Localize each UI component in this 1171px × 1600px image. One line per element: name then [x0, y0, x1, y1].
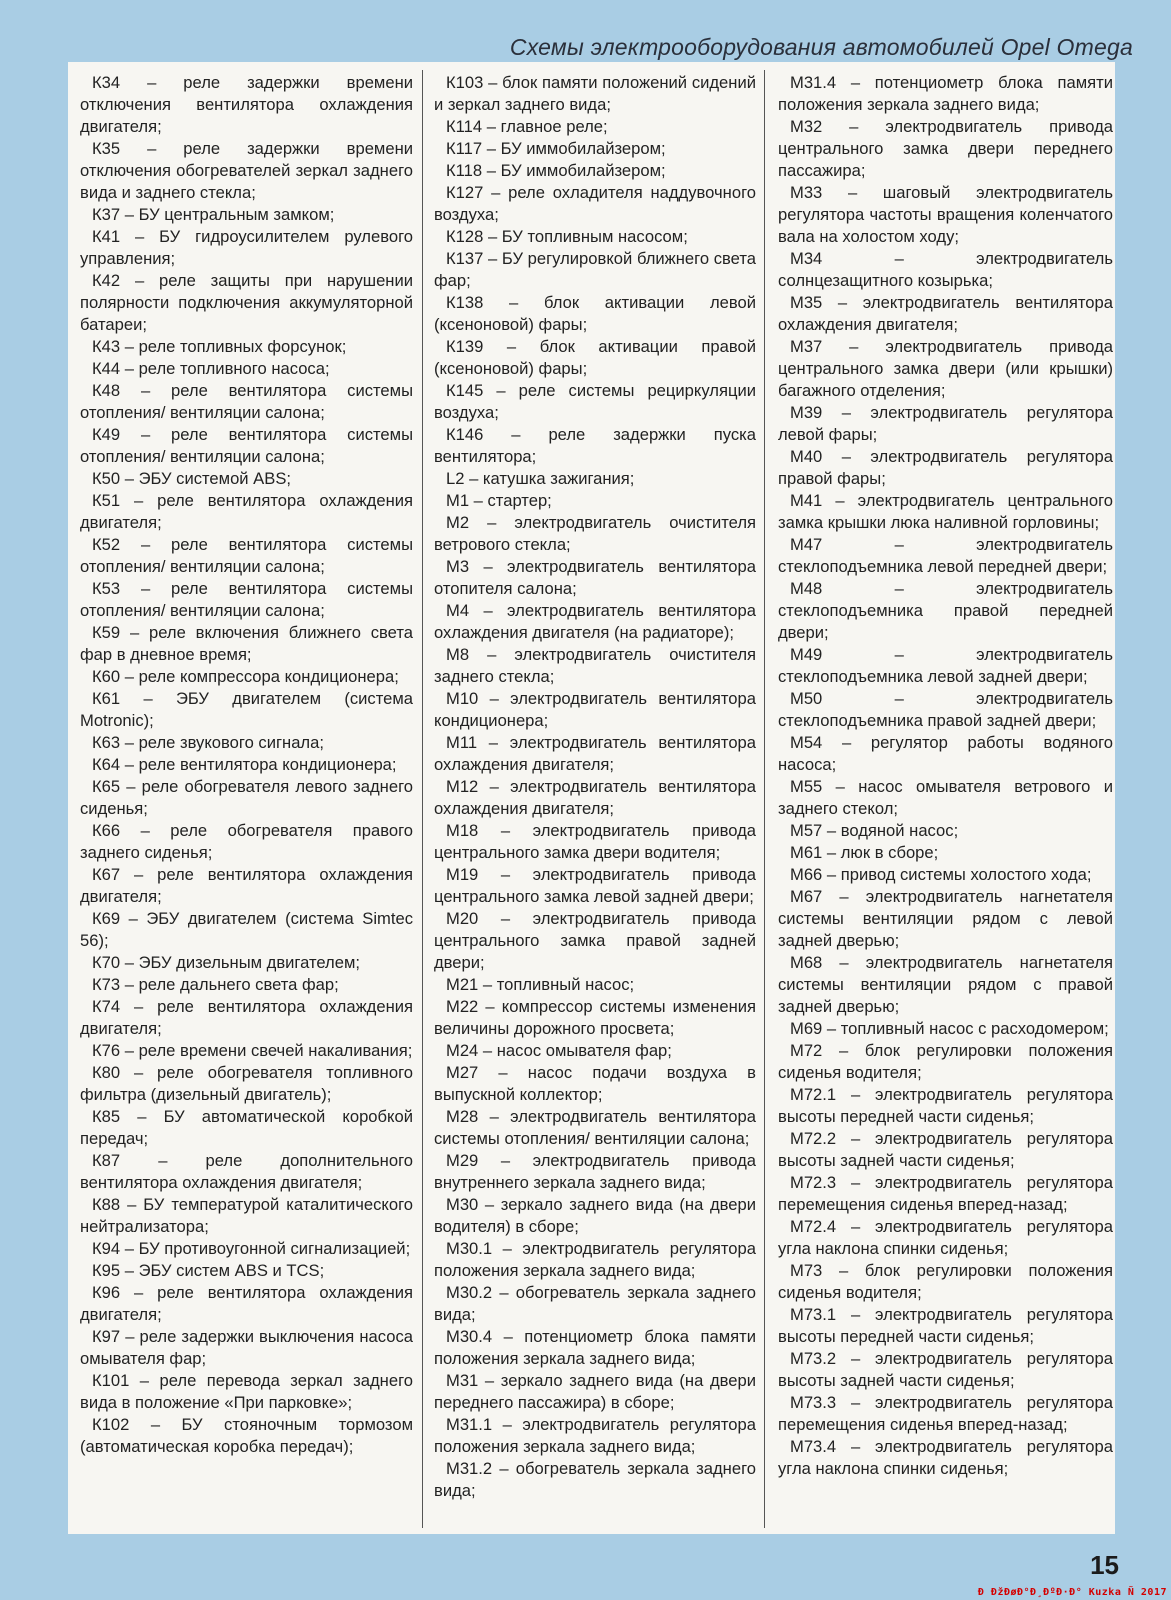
legend-entry: М24 – насос омывателя фар;: [446, 1041, 672, 1060]
legend-entry: К34 – реле задержки времени отключения вентилятора охлаждения двигателя;: [80, 73, 413, 136]
legend-entry: К48 – реле вентилятора системы отопления/ вентиляции салона;: [80, 381, 413, 422]
legend-entry: К85 – БУ автоматической коробкой передач;: [80, 1107, 413, 1148]
legend-entry: К103 – блок памяти положений сидений и зеркал заднего вида;: [434, 73, 756, 114]
legend-entry: L2 – катушка зажигания;: [446, 469, 635, 488]
legend-entry: М41 – электродвигатель центрального замка крышки люка наливной горловины;: [778, 491, 1113, 532]
legend-entry: К127 – реле охладителя наддувочного воздуха;: [434, 183, 756, 224]
legend-entry: К44 – реле топливного насоса;: [92, 359, 330, 378]
legend-entry: К67 – реле вентилятора охлаждения двигателя;: [80, 865, 413, 906]
legend-entry: М48 – электродвигатель стеклоподъемника правой передней двери;: [778, 579, 1113, 642]
legend-entry: М40 – электродвигатель регулятора правой фары;: [778, 447, 1113, 488]
legend-entry: М72.4 – электродвигатель регулятора угла наклона спинки сиденья;: [778, 1217, 1113, 1258]
legend-entry: М28 – электродвигатель вентилятора системы отопления/ вентиляции салона;: [434, 1107, 756, 1148]
legend-entry: М30.2 – обогреватель зеркала заднего вида;: [434, 1283, 756, 1324]
legend-entry: М12 – электродвигатель вентилятора охлаждения двигателя;: [434, 777, 756, 818]
legend-entry: М1 – стартер;: [446, 491, 552, 510]
legend-entry: М3 – электродвигатель вентилятора отопителя салона;: [434, 557, 756, 598]
legend-entry: М73.2 – электродвигатель регулятора высоты задней части сиденья;: [778, 1349, 1113, 1390]
legend-entry: М67 – электродвигатель нагнетателя системы вентиляции рядом с левой задней дверью;: [778, 887, 1113, 950]
legend-entry: М73.3 – электродвигатель регулятора перемещения сиденья вперед-назад;: [778, 1393, 1113, 1434]
column-divider: [764, 70, 765, 1528]
legend-entry: К51 – реле вентилятора охлаждения двигателя;: [80, 491, 413, 532]
legend-entry: М21 – топливный насос;: [446, 975, 635, 994]
legend-entry: М35 – электродвигатель вентилятора охлаждения двигателя;: [778, 293, 1113, 334]
legend-entry: М49 – электродвигатель стеклоподъемника левой задней двери;: [778, 645, 1113, 686]
legend-entry: К53 – реле вентилятора системы отопления/ вентиляции салона;: [80, 579, 413, 620]
legend-entry: М8 – электродвигатель очистителя заднего стекла;: [434, 645, 756, 686]
legend-entry: К52 – реле вентилятора системы отопления/ вентиляции салона;: [80, 535, 413, 576]
legend-entry: К101 – реле перевода зеркал заднего вида в положение «При парковке»;: [80, 1371, 413, 1412]
legend-entry: К35 – реле задержки времени отключения обогревателей зеркал заднего вида и заднего стекла;: [80, 139, 413, 202]
legend-entry: К88 – БУ температурой каталитического нейтрализатора;: [80, 1195, 413, 1236]
legend-entry: К102 – БУ стояночным тормозом (автоматическая коробка передач);: [80, 1415, 413, 1456]
legend-entry: М69 – топливный насос с расходомером;: [790, 1019, 1109, 1038]
legend-entry: М57 – водяной насос;: [790, 821, 959, 840]
legend-entry: М73 – блок регулировки положения сиденья водителя;: [778, 1261, 1113, 1302]
legend-entry: К59 – реле включения ближнего света фар в дневное время;: [80, 623, 413, 664]
legend-entry: М29 – электродвигатель привода внутреннего зеркала заднего вида;: [434, 1151, 756, 1192]
legend-entry: К65 – реле обогревателя левого заднего сиденья;: [80, 777, 413, 818]
legend-entry: К95 – ЭБУ систем ABS и TCS;: [92, 1261, 325, 1280]
legend-entry: М34 – электродвигатель солнцезащитного козырька;: [778, 249, 1113, 290]
legend-entry: М50 – электродвигатель стеклоподъемника правой задней двери;: [778, 689, 1113, 730]
legend-entry: К76 – реле времени свечей накаливания;: [92, 1041, 413, 1060]
legend-entry: К128 – БУ топливным насосом;: [446, 227, 688, 246]
legend-entry: М10 – электродвигатель вентилятора кондиционера;: [434, 689, 756, 730]
legend-entry: К63 – реле звукового сигнала;: [92, 733, 324, 752]
text-column-3: [778, 72, 1113, 1480]
legend-entry: М31.2 – обогреватель зеркала заднего вида;: [434, 1459, 756, 1500]
legend-entry: М55 – насос омывателя ветрового и заднего стекол;: [778, 777, 1113, 818]
legend-entry: М31.1 – электродвигатель регулятора положения зеркала заднего вида;: [434, 1415, 756, 1456]
legend-entry: М18 – электродвигатель привода центрального замка двери водителя;: [434, 821, 756, 862]
legend-entry: К137 – БУ регулировкой ближнего света фар;: [434, 249, 756, 290]
legend-entry: К42 – реле защиты при нарушении полярности подключения аккумуляторной батареи;: [80, 271, 413, 334]
legend-entry: М68 – электродвигатель нагнетателя системы вентиляции рядом с правой задней дверью;: [778, 953, 1113, 1016]
legend-entry: К97 – реле задержки выключения насоса омывателя фар;: [80, 1327, 413, 1368]
legend-entry: М22 – компрессор системы изменения величины дорожного просвета;: [434, 997, 756, 1038]
text-column-2: [434, 72, 756, 1502]
legend-entry: К37 – БУ центральным замком;: [92, 205, 335, 224]
legend-entry: М32 – электродвигатель привода центрального замка двери переднего пассажира;: [778, 117, 1113, 180]
legend-entry: М61 – люк в сборе;: [790, 843, 939, 862]
legend-entry: М72.1 – электродвигатель регулятора высоты передней части сиденья;: [778, 1085, 1113, 1126]
column-divider: [422, 70, 423, 1528]
legend-entry: К94 – БУ противоугонной сигнализацией;: [92, 1239, 411, 1258]
legend-entry: К50 – ЭБУ системой ABS;: [92, 469, 291, 488]
watermark: Ð ÐžÐøÐ°Ð¸ÐºÐ·Ð° Kuzka Ñ 2017: [977, 1587, 1167, 1598]
legend-entry: М30 – зеркало заднего вида (на двери водителя) в сборе;: [434, 1195, 756, 1236]
legend-entry: К146 – реле задержки пуска вентилятора;: [434, 425, 756, 466]
legend-entry: К70 – ЭБУ дизельным двигателем;: [92, 953, 360, 972]
legend-entry: М2 – электродвигатель очистителя ветрового стекла;: [434, 513, 756, 554]
legend-entry: К80 – реле обогревателя топливного фильтра (дизельный двигатель);: [80, 1063, 413, 1104]
legend-entry: М31.4 – потенциометр блока памяти положения зеркала заднего вида;: [778, 73, 1113, 114]
legend-entry: К41 – БУ гидроусилителем рулевого управления;: [80, 227, 413, 268]
legend-entry: М30.1 – электродвигатель регулятора положения зеркала заднего вида;: [434, 1239, 756, 1280]
legend-entry: М19 – электродвигатель привода центрального замка левой задней двери;: [434, 865, 756, 906]
legend-entry: К117 – БУ иммобилайзером;: [446, 139, 666, 158]
legend-entry: К43 – реле топливных форсунок;: [92, 337, 347, 356]
legend-entry: М47 – электродвигатель стеклоподъемника левой передней двери;: [778, 535, 1113, 576]
legend-entry: М33 – шаговый электродвигатель регулятора частоты вращения коленчатого вала на холостом ходу;: [778, 183, 1113, 246]
legend-entry: М11 – электродвигатель вентилятора охлаждения двигателя;: [434, 733, 756, 774]
legend-entry: К118 – БУ иммобилайзером;: [446, 161, 666, 180]
page-number: 15: [1090, 1550, 1119, 1580]
legend-entry: М39 – электродвигатель регулятора левой фары;: [778, 403, 1113, 444]
legend-entry: М72.3 – электродвигатель регулятора перемещения сиденья вперед-назад;: [778, 1173, 1113, 1214]
page-title: Схемы электрооборудования автомобилей Opel Omega: [509, 34, 1133, 60]
legend-entry: К74 – реле вентилятора охлаждения двигателя;: [80, 997, 413, 1038]
legend-entry: К145 – реле системы рециркуляции воздуха;: [434, 381, 756, 422]
legend-entry: К139 – блок активации правой (ксеноновой) фары;: [434, 337, 756, 378]
legend-entry: М4 – электродвигатель вентилятора охлаждения двигателя (на радиаторе);: [434, 601, 756, 642]
legend-entry: М31 – зеркало заднего вида (на двери переднего пассажира) в сборе;: [434, 1371, 756, 1412]
legend-entry: К64 – реле вентилятора кондиционера;: [92, 755, 397, 774]
legend-entry: К87 – реле дополнительного вентилятора охлаждения двигателя;: [80, 1151, 413, 1192]
legend-entry: К60 – реле компрессора кондиционера;: [92, 667, 399, 686]
legend-entry: К49 – реле вентилятора системы отопления/ вентиляции салона;: [80, 425, 413, 466]
legend-entry: М73.1 – электродвигатель регулятора высоты передней части сиденья;: [778, 1305, 1113, 1346]
legend-entry: К114 – главное реле;: [446, 117, 608, 136]
legend-entry: М73.4 – электродвигатель регулятора угла наклона спинки сиденья;: [778, 1437, 1113, 1478]
right-margin-band: [1115, 62, 1171, 1534]
legend-entry: К66 – реле обогревателя правого заднего сиденья;: [80, 821, 413, 862]
legend-entry: М27 – насос подачи воздуха в выпускной коллектор;: [434, 1063, 756, 1104]
legend-entry: М30.4 – потенциометр блока памяти положения зеркала заднего вида;: [434, 1327, 756, 1368]
legend-entry: М54 – регулятор работы водяного насоса;: [778, 733, 1113, 774]
legend-entry: М37 – электродвигатель привода центрального замка двери (или крышки) багажного отделения;: [778, 337, 1113, 400]
legend-entry: М20 – электродвигатель привода центрального замка правой задней двери;: [434, 909, 756, 972]
legend-entry: К73 – реле дальнего света фар;: [92, 975, 339, 994]
legend-entry: К96 – реле вентилятора охлаждения двигателя;: [80, 1283, 413, 1324]
legend-entry: М72.2 – электродвигатель регулятора высоты задней части сиденья;: [778, 1129, 1113, 1170]
legend-entry: К61 – ЭБУ двигателем (система Motronic);: [80, 689, 413, 730]
legend-entry: К138 – блок активации левой (ксеноновой) фары;: [434, 293, 756, 334]
legend-entry: М66 – привод системы холостого хода;: [790, 865, 1092, 884]
text-column-1: [80, 72, 413, 1458]
legend-entry: М72 – блок регулировки положения сиденья водителя;: [778, 1041, 1113, 1082]
legend-entry: К69 – ЭБУ двигателем (система Simtec 56);: [80, 909, 413, 950]
left-margin-band: [0, 62, 68, 1534]
